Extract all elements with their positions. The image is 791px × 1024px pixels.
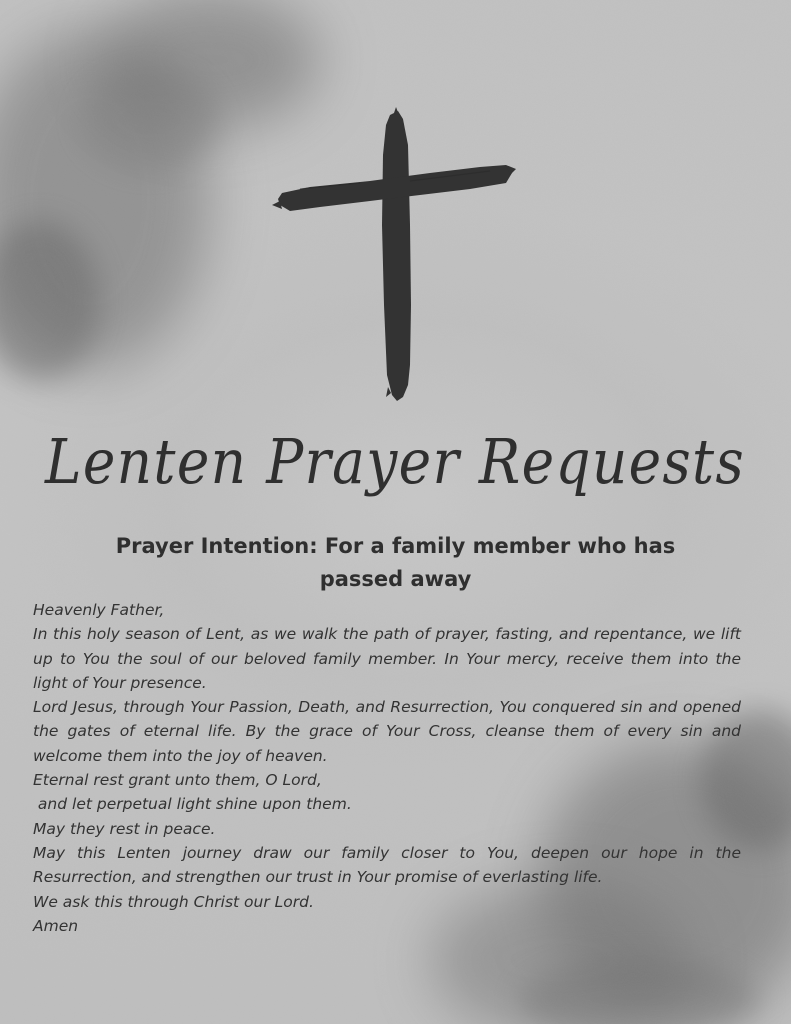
prayer-rest-in-peace: May they rest in peace. [33,819,216,838]
cross-graphic [270,105,520,405]
brush-cross-icon [270,105,520,405]
intention-line-2: passed away [319,567,472,591]
prayer-closing: We ask this through Christ our Lord. [33,892,314,911]
prayer-salutation: Heavenly Father, [33,601,165,619]
prayer-paragraph-2: Lord Jesus, through Your Passion, Death, and Resurrection, You conquered sin and opened the gates of eternal life. By the grace of Your Cross, cleanse them of every sin and welcome them into the joy of heaven. [33,698,741,765]
prayer-eternal-rest-2: and let perpetual light shine upon them. [33,795,352,814]
page-title-text: Lenten Prayer Requests [44,425,746,498]
page-title [30,405,761,515]
prayer-body [33,598,741,938]
script-title [30,405,761,515]
prayer-intention [40,530,751,596]
prayer-paragraph-3: May this Lenten journey draw our family closer to You, deepen our hope in the Resurrection, and strengthen our trust in Your promise of everlasting life. [33,843,741,887]
prayer-amen: Amen [33,916,79,935]
intention-line-1: Prayer Intention: For a family member who has [115,534,676,558]
prayer-paragraph-1: In this holy season of Lent, as we walk the path of prayer, fasting, and repentance, we lift up to You the soul of our beloved family member. In Your mercy, receive them into the light of Your presence. [33,625,741,692]
prayer-eternal-rest-1: Eternal rest grant unto them, O Lord, [33,771,322,790]
